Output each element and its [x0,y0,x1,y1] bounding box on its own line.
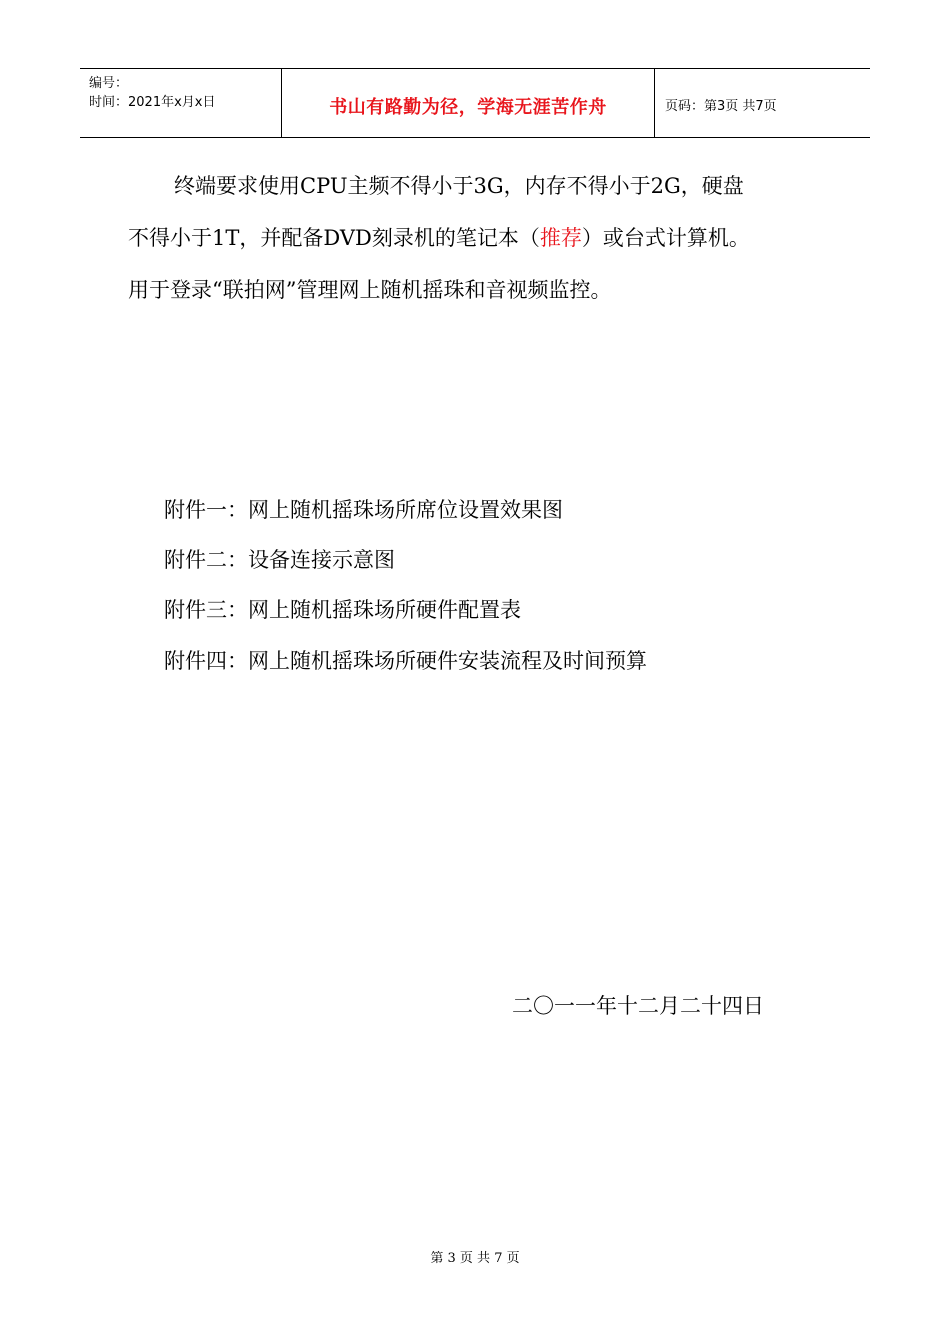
document-time-label: 时间：2021年x月x日 [89,95,216,110]
attachment-2: 附件二：设备连接示意图 [164,548,395,572]
header-motto: 书山有路勤为径，学海无涯苦作舟 [329,97,607,118]
header-page-info: 页码：第3页 共7页 [665,99,777,114]
page-header [80,68,870,138]
paragraph-line-2-end: ）或台式计算机。 [581,226,750,250]
header-middle-cell [282,69,655,137]
body-paragraph [128,160,828,316]
page-footer: 第 3 页 共 7 页 [430,1251,520,1266]
header-right-cell [655,69,870,137]
attachment-1: 附件一：网上随机摇珠场所席位设置效果图 [164,498,563,522]
paragraph-line-2-start: 不得小于1T，并配备DVD刻录机的笔记本（ [128,226,540,250]
header-left-cell [80,69,282,137]
attachment-3: 附件三：网上随机摇珠场所硬件配置表 [164,598,521,622]
document-date: 二〇一一年十二月二十四日 [512,994,764,1018]
attachment-4: 附件四：网上随机摇珠场所硬件安装流程及时间预算 [164,649,647,673]
paragraph-line-2 [128,212,828,264]
paragraph-line-3: 用于登录“联拍网”管理网上随机摇珠和音视频监控。 [128,278,612,302]
paragraph-line-1: 终端要求使用CPU主频不得小于3G，内存不得小于2G，硬盘 [174,174,744,198]
document-number-label: 编号： [89,76,129,91]
recommended-highlight: 推荐 [539,226,582,250]
